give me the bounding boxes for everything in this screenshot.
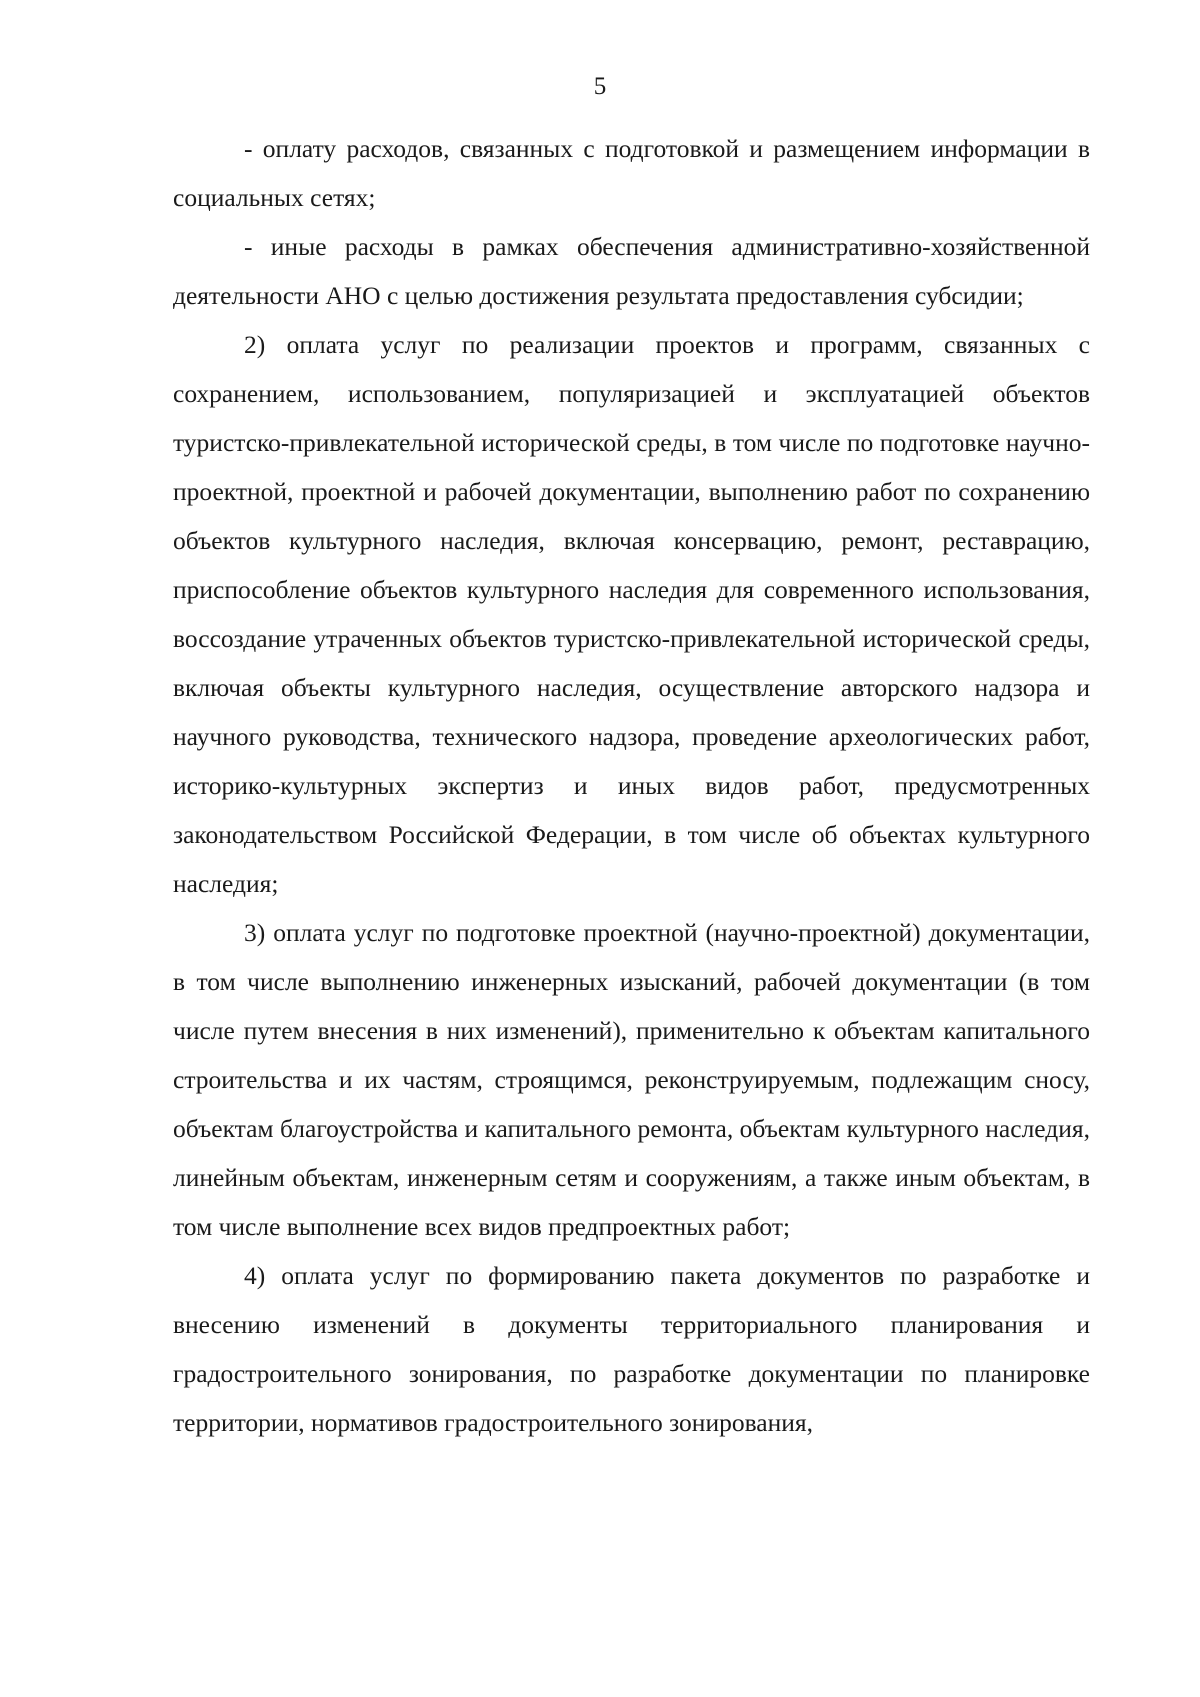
paragraph-item-3: 3) оплата услуг по подготовке проектной (научно-проектной) документации, в том числе выполнению инженерных изысканий, рабочей документации (в том числе путем внесения в них изменений), применительно к объектам капитального строительства и их частям, строящимся, реконструируемым, подлежащим сносу, объектам благоустройства и капитального ремонта, объектам культурного наследия, линейным объектам, инженерным сетям и сооружениям, а также иным объектам, в том числе выполнение всех видов предпроектных работ; (173, 918, 1090, 1241)
paragraph-item-2: 2) оплата услуг по реализации проектов и программ, связанных с сохранением, использованием, популяризацией и эксплуатацией объектов туристско-привлекательной исторической среды, в том числе по подготовке научно-проектной, проектной и рабочей документации, выполнению работ по сохранению объектов культурного наследия, включая консервацию, ремонт, реставрацию, приспособление объектов культурного наследия для современного использования, воссоздание утраченных объектов туристско-привлекательной исторической среды, включая объекты культурного наследия, осуществление авторского надзора и научного руководства, технического надзора, проведение археологических работ, историко-культурных экспертиз и иных видов работ, предусмотренных законодательством Российской Федерации, в том числе об объектах культурного наследия; (173, 330, 1090, 898)
paragraph-item-4: 4) оплата услуг по формированию пакета документов по разработке и внесению изменений в документы территориального планирования и градостроительного зонирования, по разработке документации по планировке территории, нормативов градостроительного зонирования, (173, 1261, 1090, 1437)
page-number: 5 (593, 73, 607, 100)
document-body (173, 124, 1090, 1447)
paragraph-social-networks-expenses: - оплату расходов, связанных с подготовкой и размещением информации в социальных сетях; (173, 134, 1090, 212)
paragraph-other-expenses: - иные расходы в рамках обеспечения административно-хозяйственной деятельности АНО с целью достижения результата предоставления субсидии; (173, 232, 1090, 310)
